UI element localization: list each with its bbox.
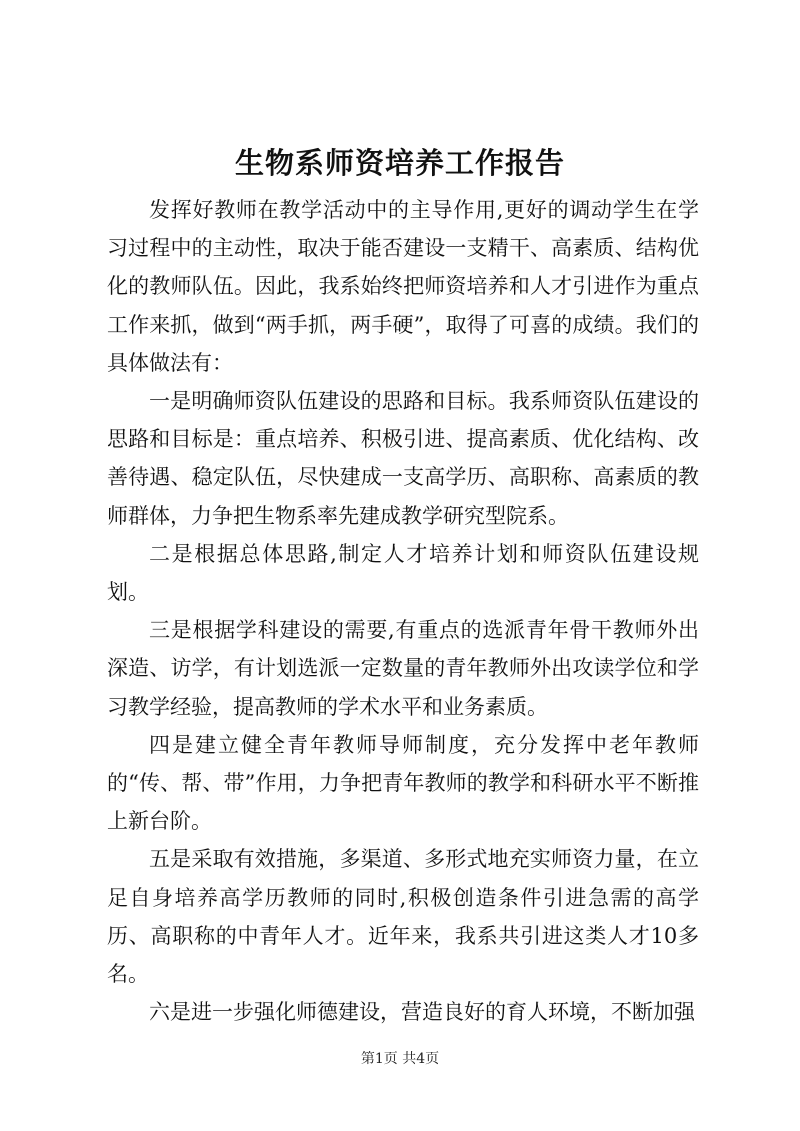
paragraph-intro: 发挥好教师在教学活动中的主导作用,更好的调动学生在学习过程中的主动性，取决于能否建设一支精干、高素质、结构优化的教师队伍。因此，我系始终把师资培养和人才引进作为重点工作来抓，做到“两手抓，两手硬”，取得了可喜的成绩。我们的具体做法有： bbox=[107, 198, 699, 375]
paragraph-item-1: 一是明确师资队伍建设的思路和目标。我系师资队伍建设的思路和目标是：重点培养、积极引进、提高素质、优化结构、改善待遇、稳定队伍，尽快建成一支高学历、高职称、高素质的教师群体，力争把生物系率先建成教学研究型院系。 bbox=[107, 389, 699, 528]
paragraph-item-4: 四是建立健全青年教师导师制度，充分发挥中老年教师的“传、帮、带”作用，力争把青年教师的教学和科研水平不断推上新台阶。 bbox=[107, 732, 699, 834]
paragraph-item-6: 六是进一步强化师德建设，营造良好的育人环境，不断加强 bbox=[149, 1000, 695, 1025]
paragraph-item-2: 二是根据总体思路,制定人才培养计划和师资队伍建设规划。 bbox=[107, 541, 699, 605]
page-footer: 第1页 共4页 bbox=[360, 1051, 440, 1067]
paragraph-item-3: 三是根据学科建设的需要,有重点的选派青年骨干教师外出深造、访学，有计划选派一定数量的青年教师外出攻读学位和学习教学经验，提高教师的学术水平和业务素质。 bbox=[107, 618, 699, 719]
paragraph-item-5: 五是采取有效措施，多渠道、多形式地充实师资力量，在立足自身培养高学历教师的同时,积极创造条件引进急需的高学历、高职称的中青年人才。近年来，我系共引进这类人才10多名。 bbox=[107, 847, 699, 987]
document-title: 生物系师资培养工作报告 bbox=[234, 146, 565, 180]
document-body bbox=[107, 191, 699, 1031]
